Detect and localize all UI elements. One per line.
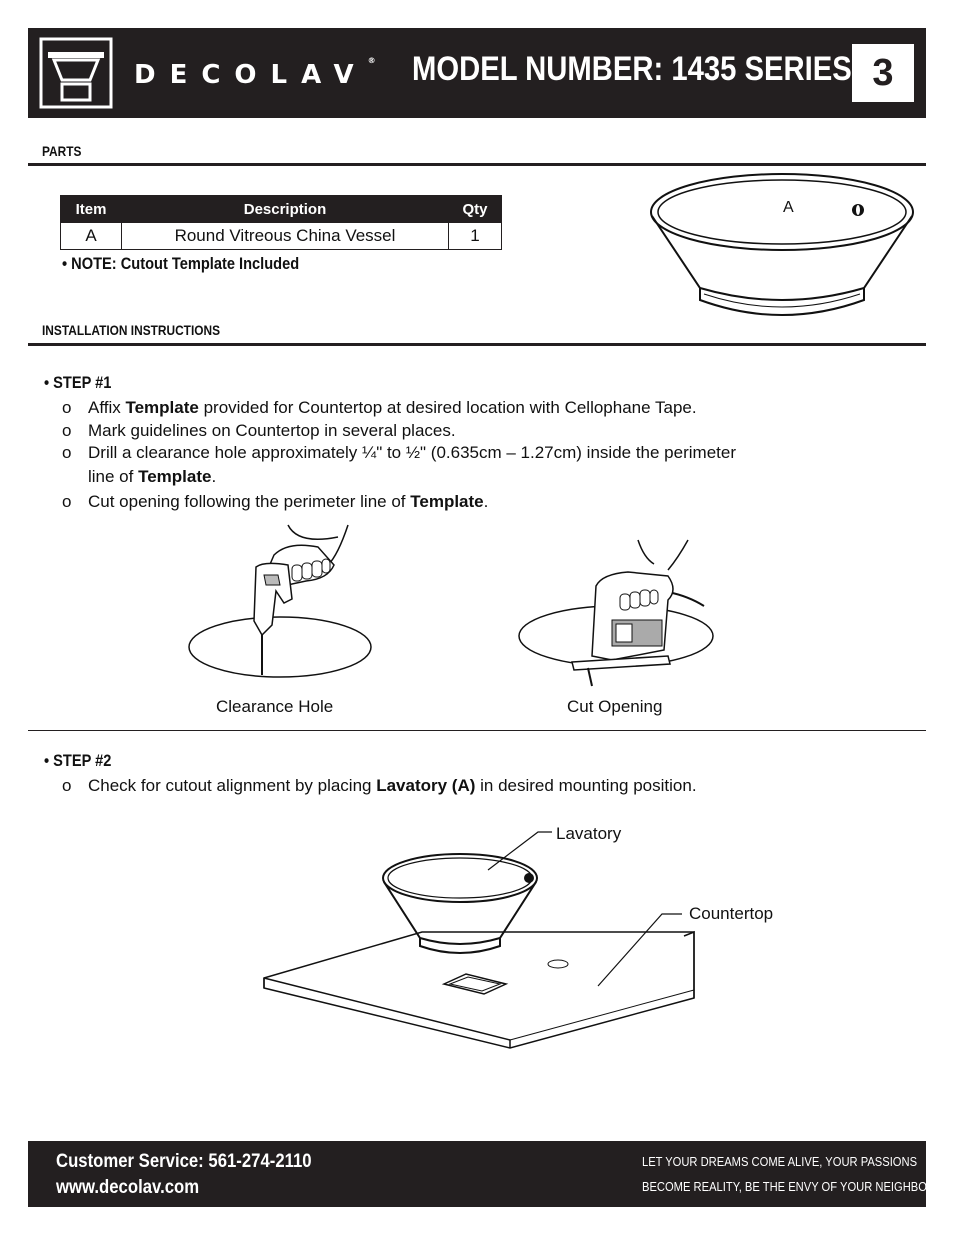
list-item: o Mark guidelines on Countertop in several places. — [62, 421, 456, 440]
tagline-line2: BECOME REALITY, BE THE ENVY OF YOUR NEIGHBORS® — [642, 1179, 947, 1194]
parts-heading: PARTS — [42, 143, 82, 159]
list-item: o Affix Template provided for Countertop at desired location with Cellophane Tape. — [62, 398, 697, 417]
customer-service-phone: Customer Service: 561-274-2110 — [56, 1151, 312, 1172]
website-link[interactable]: www.decolav.com — [56, 1177, 200, 1198]
list-item: o Check for cutout alignment by placing Lavatory (A) in desired mounting position. — [62, 776, 697, 795]
list-item: o Drill a clearance hole approximately ¼" to ½" (0.635cm – 1.27cm) inside the perimeter — [62, 443, 736, 462]
step1-title: • STEP #1 — [44, 373, 112, 392]
vessel-label: A — [783, 199, 794, 216]
column-header: Item — [61, 196, 122, 223]
divider — [28, 163, 926, 166]
table-row — [61, 223, 502, 250]
lavatory-label: Lavatory — [556, 824, 622, 843]
tagline-line1: LET YOUR DREAMS COME ALIVE, YOUR PASSIONS — [642, 1154, 918, 1169]
lavatory-countertop-illustration — [262, 850, 712, 1050]
page-number: 3 — [852, 44, 914, 102]
parts-table — [60, 195, 502, 250]
column-header: Qty — [449, 196, 502, 223]
jigsaw-illustration — [518, 540, 718, 710]
table-cell: Round Vitreous China Vessel — [122, 223, 449, 250]
footer-bar — [28, 1141, 947, 1207]
list-item: o Cut opening following the perimeter line of Template. — [62, 492, 489, 511]
cut-opening-caption: Cut Opening — [567, 697, 663, 716]
model-number-title: MODEL NUMBER: 1435 SERIES — [412, 50, 852, 88]
drill-illustration — [188, 525, 378, 685]
step2-title: • STEP #2 — [44, 751, 112, 770]
countertop-label: Countertop — [689, 904, 774, 923]
table-cell: 1 — [449, 223, 502, 250]
installation-heading: INSTALLATION INSTRUCTIONS — [42, 322, 221, 338]
divider — [28, 730, 926, 731]
decolav-logo-icon — [40, 38, 112, 108]
column-header: Description — [122, 196, 449, 223]
clearance-hole-caption: Clearance Hole — [216, 697, 334, 716]
table-header-row — [61, 196, 502, 223]
table-cell: A — [61, 223, 122, 250]
vessel-illustration — [648, 170, 918, 330]
list-item-continuation: line of Template. — [88, 467, 217, 486]
brand-name: DECOLAV® — [134, 56, 376, 90]
divider — [28, 343, 926, 346]
template-note: • NOTE: Cutout Template Included — [62, 254, 300, 273]
header-bar — [28, 28, 926, 118]
